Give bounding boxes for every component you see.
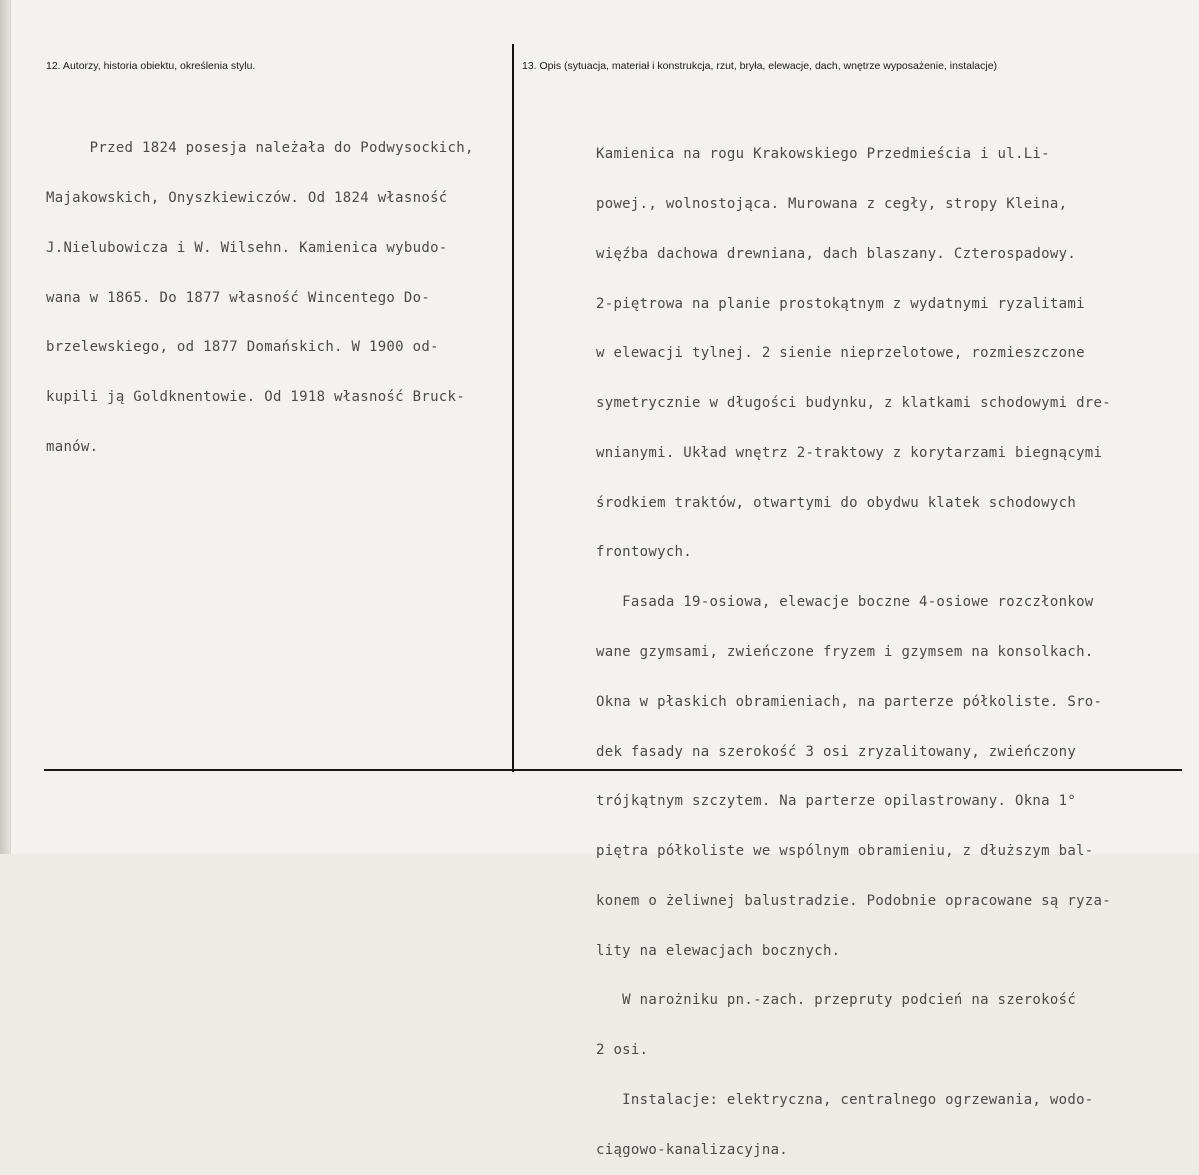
typed-line: wana w 1865. Do 1877 własność Wincentego Do- [46,289,431,306]
typed-line: wane gzymsami, zwieńczone fryzem i gzymsem na konsolkach. [596,644,1094,660]
binder-edge [0,0,10,854]
typed-line: środkiem traktów, otwartymi do obydwu klatek schodowych [596,494,1077,511]
typed-line: powej., wolnostojąca. Murowana z cegły, stropy Kleina, [596,195,1068,212]
typed-line: frontowych. [596,544,693,561]
typed-line: trójkątnym szczytem. Na parterze opilastrowany. Okna 1° [596,793,1077,810]
typed-line: więźba dachowa drewniana, dach blaszany. Czterospadowy. [596,245,1077,262]
typed-line: symetrycznie w długości budynku, z klatkami schodowymi dre- [596,395,1111,412]
typed-line: brzelewskiego, od 1877 Domańskich. W 1900 od- [46,339,439,356]
typed-line: 2-piętrowa na planie prostokątnym z wydatnymi ryzalitami [596,295,1085,312]
section-13-heading: 13. Opis (sytuacja, materiał i konstrukcja, rzut, bryła, elewacje, dach, wnętrze wyposażenie, instalacje) [522,60,998,72]
typed-line: Instalacje: elektryczna, centralnego ogrzewania, wodo- [596,1092,1094,1109]
typed-line: Majakowskich, Onyszkiewiczów. Od 1824 własność [46,189,448,206]
typed-line: Okna w płaskich obramieniach, na parterze półkoliste. Sro- [596,693,1103,710]
typed-line: w elewacji tylnej. 2 sienie nieprzelotowe, rozmieszczone [596,345,1085,362]
typed-line: Kamienica na rogu Krakowskiego Przedmieścia i ul.Li- [596,146,1050,163]
section-12-typed-text [46,107,474,472]
typed-line: konem o żeliwnej balustradzie. Podobnie opracowane są ryza- [596,892,1111,909]
typed-line: lity na elewacjach bocznych. [596,942,841,959]
typed-line: dek fasady na szerokość 3 osi zryzalitowany, zwieńczony [596,743,1077,760]
typed-line: 2 osi. [596,1042,649,1059]
typed-line: J.Nielubowicza i W. Wilsehn. Kamienica wybudo- [46,239,448,256]
typed-line: ciągowo-kanalizacyjna. [596,1141,789,1158]
section-13-typed-text [596,113,1111,1175]
column-divider [512,44,514,772]
typed-line: W narożniku pn.-zach. przepruty podcień na szerokość [596,992,1077,1009]
typed-line: wnianymi. Układ wnętrz 2-traktowy z korytarzami biegnącymi [596,444,1103,461]
typed-line: kupili ją Goldknentowie. Od 1918 własność Bruck- [46,389,465,406]
section-12-heading: 12. Autorzy, historia obiektu, określenia stylu. [46,60,256,72]
typed-line: Przed 1824 posesja należała do Podwysockich, [46,140,474,157]
typed-line: manów. [46,438,99,455]
typed-line: piętra półkoliste we wspólnym obramieniu, z dłuższym bal- [596,843,1094,860]
typed-line: Fasada 19-osiowa, elewacje boczne 4-osiowe rozczłonkow [596,594,1094,611]
